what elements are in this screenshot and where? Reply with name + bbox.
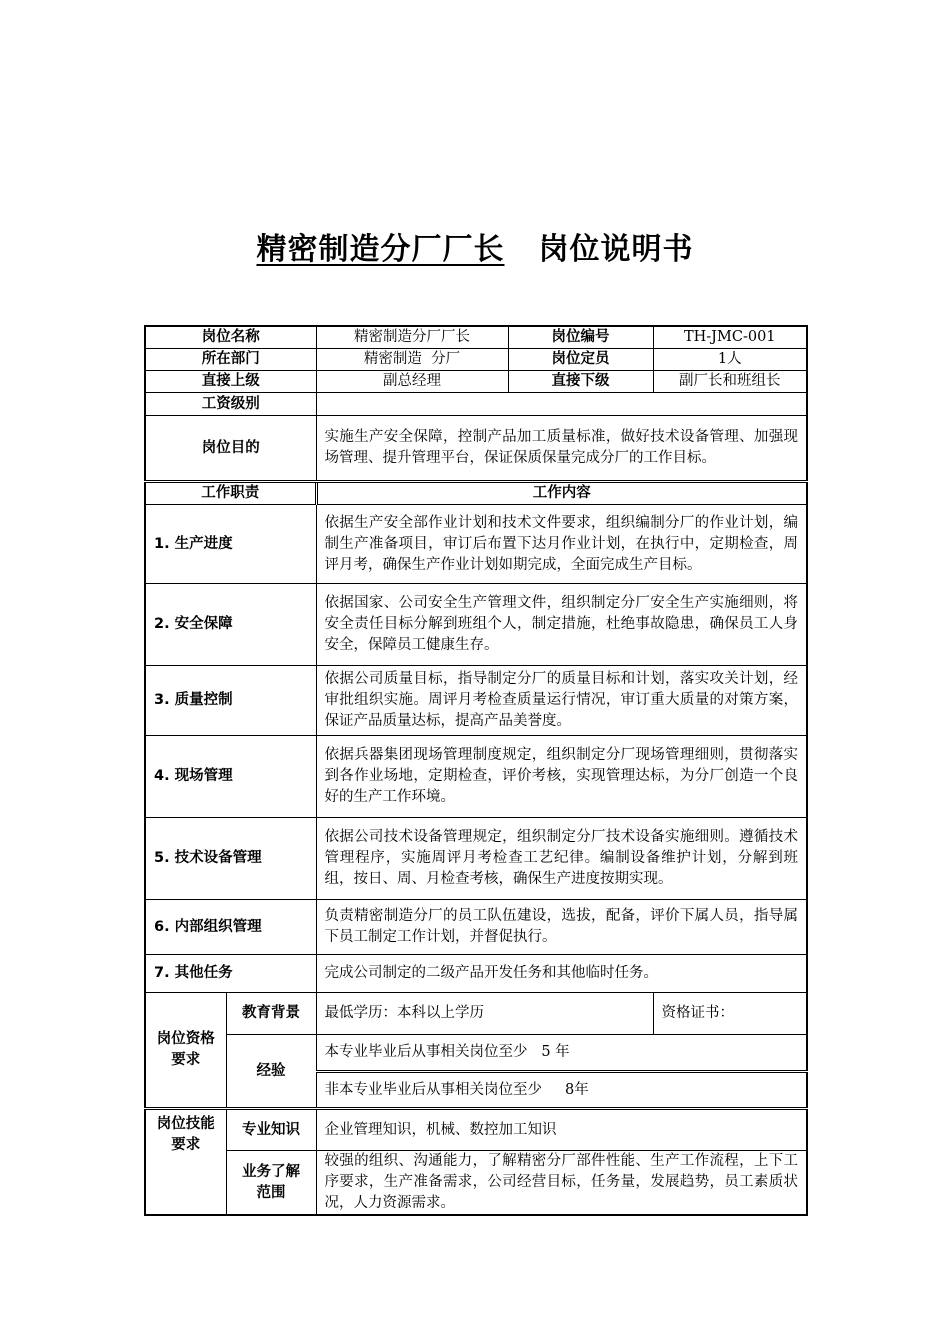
knowledge-label: 专业知识 — [226, 1109, 316, 1151]
experience-major: 本专业毕业后从事相关岗位至少 5 年 — [316, 1035, 807, 1072]
document-title — [0, 224, 950, 268]
duty-content: 依据兵器集团现场管理制度规定，组织制定分厂现场管理细则，贯彻落实到各作业场地，定期检查，评价考核，实现管理达标，为分厂创造一个良好的生产工作环境。 — [316, 736, 807, 818]
duty-label: 4. 现场管理 — [145, 736, 316, 818]
grade-label: 工资级别 — [145, 393, 316, 416]
duty-content: 依据公司质量目标，指导制定分厂的质量目标和计划，落实攻关计划，经审批组织实施。周评月考检查质量运行情况，审订重大质量的对策方案，保证产品质量达标，提高产品美誉度。 — [316, 666, 807, 736]
post-code-label: 岗位编号 — [508, 326, 653, 349]
duty-content: 依据国家、公司安全生产管理文件，组织制定分厂安全生产实施细则，将安全责任目标分解到班组个人，制定措施，杜绝事故隐患，确保员工人身安全，保障员工健康生存。 — [316, 584, 807, 666]
subordinate-value: 副厂长和班组长 — [653, 371, 807, 393]
skills-group-label: 岗位技能要求 — [145, 1109, 226, 1216]
dept-label: 所在部门 — [145, 349, 316, 371]
duties-header-right: 工作内容 — [316, 482, 807, 505]
education-value: 最低学历：本科以上学历 — [316, 993, 653, 1035]
duty-label: 5. 技术设备管理 — [145, 818, 316, 900]
experience-non-major: 非本专业毕业后从事相关岗位至少 8年 — [316, 1072, 807, 1109]
experience-label: 经验 — [226, 1035, 316, 1109]
post-code-value: TH-JMC-001 — [653, 326, 807, 349]
education-label: 教育背景 — [226, 993, 316, 1035]
certificate-value: 资格证书： — [653, 993, 807, 1035]
knowledge-value: 企业管理知识，机械、数控加工知识 — [316, 1109, 807, 1151]
duty-content: 完成公司制定的二级产品开发任务和其他临时任务。 — [316, 955, 807, 993]
purpose-value: 实施生产安全保障，控制产品加工质量标准，做好技术设备管理、加强现场管理、提升管理平台，保证保质保量完成分厂的工作目标。 — [316, 416, 807, 482]
superior-label: 直接上级 — [145, 371, 316, 393]
duty-content: 依据生产安全部作业计划和技术文件要求，组织编制分厂的作业计划，编制生产准备项目，审订后布置下达月作业计划，在执行中，定期检查，周评月考，确保生产作业计划如期完成，全面完成生产目标。 — [316, 505, 807, 584]
post-name-value: 精密制造分厂厂长 — [316, 326, 508, 349]
duty-label: 7. 其他任务 — [145, 955, 316, 993]
subordinate-label: 直接下级 — [508, 371, 653, 393]
duty-content: 依据公司技术设备管理规定，组织制定分厂技术设备实施细则。遵循技术管理程序，实施周评月考检查工艺纪律。编制设备维护计划，分解到班组，按日、周、月检查考核，确保生产进度按期实现。 — [316, 818, 807, 900]
duty-label: 3. 质量控制 — [145, 666, 316, 736]
business-scope-value: 较强的组织、沟通能力，了解精密分厂部件性能、生产工作流程，上下工序要求，生产准备需求，公司经营目标，任务量，发展趋势，员工素质状况，人力资源需求。 — [316, 1151, 807, 1216]
title-post: 精密制造分厂厂长 — [256, 232, 505, 267]
grade-value — [316, 393, 807, 416]
dept-value: 精密制造 分厂 — [316, 349, 508, 371]
superior-value: 副总经理 — [316, 371, 508, 393]
duty-label: 1. 生产进度 — [145, 505, 316, 584]
business-scope-label: 业务了解范围 — [226, 1151, 316, 1216]
duty-label: 6. 内部组织管理 — [145, 900, 316, 955]
post-name-label: 岗位名称 — [145, 326, 316, 349]
job-spec-table — [144, 325, 808, 1216]
title-suffix: 岗位说明书 — [538, 232, 694, 267]
quota-value: 1人 — [653, 349, 807, 371]
duties-header-left: 工作职责 — [145, 482, 316, 505]
duty-content: 负责精密制造分厂的员工队伍建设，选拔，配备，评价下属人员，指导属下员工制定工作计划，并督促执行。 — [316, 900, 807, 955]
qualification-group-label: 岗位资格要求 — [145, 993, 226, 1109]
purpose-label: 岗位目的 — [145, 416, 316, 482]
duty-label: 2. 安全保障 — [145, 584, 316, 666]
quota-label: 岗位定员 — [508, 349, 653, 371]
